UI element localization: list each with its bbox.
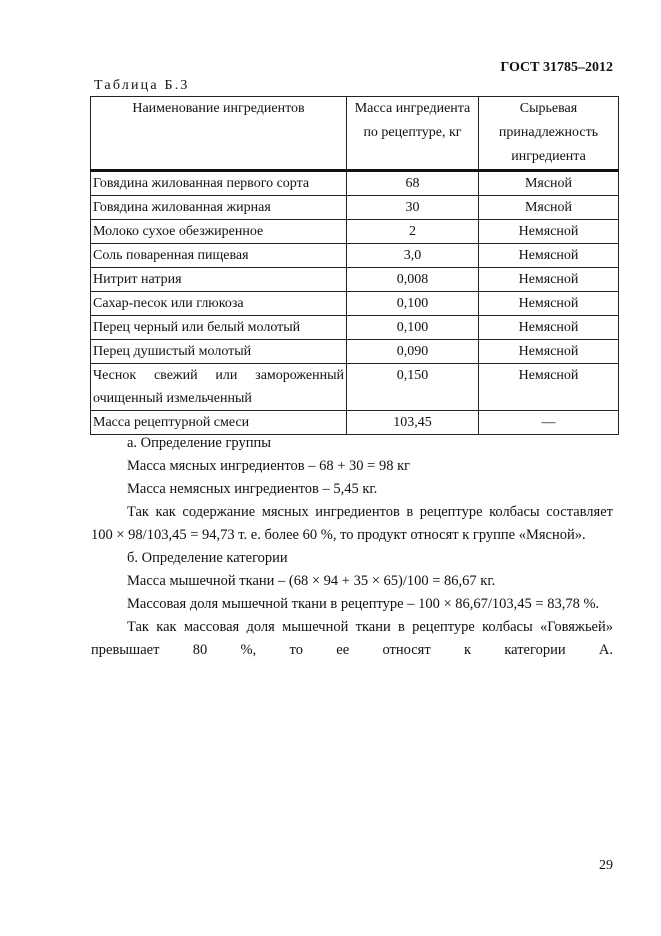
table-row [91,244,619,268]
ingredient-mass: 0,090 [347,340,479,364]
ingredient-type: Мясной [479,196,619,220]
nonmeat-mass-line: Масса немясных ингредиентов – 5,45 кг. [127,481,378,497]
ingredient-name: Перец черный или белый молотый [91,316,347,340]
table-row [91,196,619,220]
ingredient-type: Немясной [479,292,619,316]
table-row [91,316,619,340]
group-conclusion: Так как содержание мясных ингредиентов в рецептуре колбасы составляет 100 × 98/103,45 = 94,73 т. е. более 60 %, то продукт относят к группе «Мясной». [91,504,613,543]
ingredient-mass: 0,150 [347,364,479,411]
ingredient-mass: 68 [347,171,479,196]
ingredient-type: Немясной [479,268,619,292]
ingredient-type: Немясной [479,220,619,244]
table-caption: Таблица Б.3 [94,78,190,93]
total-mass: 103,45 [347,411,479,435]
ingredient-type: Мясной [479,171,619,196]
ingredient-type: Немясной [479,340,619,364]
ingredient-name: Молоко сухое обезжиренное [91,220,347,244]
ingredient-name: Говядина жилованная жирная [91,196,347,220]
table-row [91,364,619,411]
ingredient-mass: 30 [347,196,479,220]
meat-mass-line: Масса мясных ингредиентов – 68 + 30 = 98 кг [127,458,411,474]
calculation-text [91,432,613,662]
ingredient-name: Перец душистый молотый [91,340,347,364]
ingredient-name: Соль поваренная пищевая [91,244,347,268]
ingredient-name: Сахар-песок или глюкоза [91,292,347,316]
ingredient-type: Немясной [479,316,619,340]
table-row [91,268,619,292]
ingredient-mass: 2 [347,220,479,244]
standard-code: ГОСТ 31785–2012 [500,60,613,75]
ingredient-mass: 0,100 [347,316,479,340]
ingredient-name: Нитрит натрия [91,268,347,292]
table-header-row [91,97,619,171]
header-raw-material-type: Сырьевая принадлежность ингредиента [479,97,619,171]
muscle-mass-line: Масса мышечной ткани – (68 × 94 + 35 × 65)/100 = 86,67 кг. [127,573,496,589]
ingredients-table [90,96,619,435]
section-heading-category: б. Определение категории [127,550,288,566]
category-conclusion: Так как массовая доля мышечной ткани в рецептуре колбасы «Говяжьей» превышает 80 %, то ее относят к категории А. [91,619,613,658]
header-ingredient-name: Наименование ингредиентов [91,97,347,171]
table-row [91,292,619,316]
ingredient-name: Говядина жилованная первого сорта [91,171,347,196]
ingredient-type: Немясной [479,364,619,411]
page-number: 29 [599,858,613,873]
ingredient-mass: 0,100 [347,292,479,316]
table-total-row [91,411,619,435]
total-label: Масса рецептурной смеси [91,411,347,435]
ingredient-mass: 3,0 [347,244,479,268]
header-ingredient-mass: Масса ингредиента по рецептуре, кг [347,97,479,171]
ingredient-mass: 0,008 [347,268,479,292]
section-heading-group: а. Определение группы [127,435,271,451]
ingredient-name: Чеснок свежий или замороженный очищенный измельченный [91,364,347,411]
muscle-share-line: Массовая доля мышечной ткани в рецептуре – 100 × 86,67/103,45 = 83,78 %. [127,596,600,612]
total-type: — [479,411,619,435]
table-row [91,340,619,364]
table-row [91,220,619,244]
ingredient-type: Немясной [479,244,619,268]
table-row [91,171,619,196]
